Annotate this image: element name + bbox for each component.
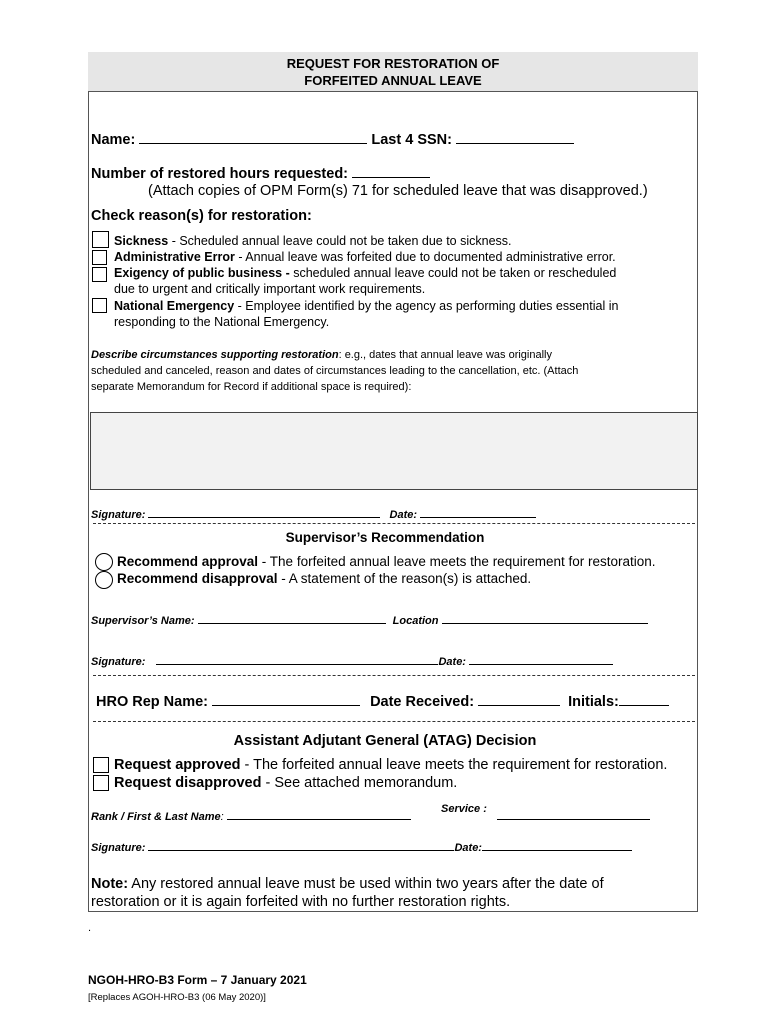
reason-sickness: Sickness - Scheduled annual leave could not be taken due to sickness. bbox=[114, 234, 512, 248]
reason-national-emergency-line2: responding to the National Emergency. bbox=[114, 315, 330, 329]
service-field[interactable] bbox=[497, 807, 650, 820]
attach-note: (Attach copies of OPM Form(s) 71 for scheduled leave that was disapproved.) bbox=[148, 183, 648, 199]
name-label: Name: bbox=[91, 132, 136, 148]
supervisor-title: Supervisor’s Recommendation bbox=[285, 530, 485, 545]
recommend-disapproval: Recommend disapproval - A statement of the reason(s) is attached. bbox=[117, 571, 532, 586]
circumstances-textarea[interactable] bbox=[90, 412, 698, 490]
atag-date-field[interactable] bbox=[482, 838, 632, 851]
employee-signature-field[interactable] bbox=[148, 505, 380, 518]
employee-date-field[interactable] bbox=[420, 505, 536, 518]
describe-line1: Describe circumstances supporting restoration: e.g., dates that annual leave was originally bbox=[91, 349, 552, 361]
employee-signature-row: Signature: Date: bbox=[91, 505, 536, 521]
location-field[interactable] bbox=[442, 611, 648, 624]
replaces-note: [Replaces AGOH-HRO-B3 (06 May 2020)] bbox=[88, 992, 266, 1003]
supervisor-name-field[interactable] bbox=[198, 611, 386, 624]
ssn-field[interactable] bbox=[456, 131, 574, 144]
form-title-line2: FORFEITED ANNUAL LEAVE bbox=[304, 73, 482, 88]
request-disapproved: Request disapproved - See attached memorandum. bbox=[114, 775, 458, 791]
request-approved: Request approved - The forfeited annual leave meets the requirement for restoration. bbox=[114, 757, 668, 773]
admin-error-checkbox[interactable] bbox=[92, 250, 107, 265]
ssn-label: Last 4 SSN: bbox=[371, 132, 452, 148]
request-disapproved-checkbox[interactable] bbox=[93, 775, 109, 791]
check-reasons-label: Check reason(s) for restoration: bbox=[91, 208, 312, 224]
supervisor-name-row: Supervisor’s Name: Location bbox=[91, 611, 648, 627]
footer-dot: . bbox=[88, 922, 92, 934]
service-label: Service : bbox=[441, 803, 487, 815]
date-received-field[interactable] bbox=[478, 693, 560, 706]
supervisor-signature-field[interactable] bbox=[156, 652, 438, 665]
divider bbox=[93, 675, 695, 676]
rank-name-row: Rank / First & Last Name: bbox=[91, 807, 411, 823]
supervisor-signature-row: Signature: Date: bbox=[91, 652, 613, 668]
hro-rep-name-field[interactable] bbox=[212, 693, 360, 706]
name-field[interactable] bbox=[139, 131, 367, 144]
describe-line2: scheduled and canceled, reason and dates of circumstances leading to the cancellation, etc. (Attach bbox=[91, 365, 579, 377]
note-line1: Note: Any restored annual leave must be used within two years after the date of bbox=[91, 876, 604, 892]
atag-signature-row: Signature: Date: bbox=[91, 838, 632, 854]
name-row bbox=[91, 131, 574, 148]
request-approved-checkbox[interactable] bbox=[93, 757, 109, 773]
exigency-checkbox[interactable] bbox=[92, 267, 107, 282]
national-emergency-checkbox[interactable] bbox=[92, 298, 107, 313]
initials-field[interactable] bbox=[619, 693, 669, 706]
recommend-approval: Recommend approval - The forfeited annual leave meets the requirement for restoration. bbox=[117, 554, 656, 569]
divider bbox=[93, 721, 695, 722]
hours-label: Number of restored hours requested: bbox=[91, 166, 349, 182]
reason-national-emergency: National Emergency - Employee identified by the agency as performing duties essential in bbox=[114, 299, 619, 313]
rank-name-field[interactable] bbox=[227, 807, 411, 820]
form-title-line1: REQUEST FOR RESTORATION OF bbox=[286, 56, 500, 71]
describe-line3: separate Memorandum for Record if additional space is required): bbox=[91, 381, 412, 393]
hours-field[interactable] bbox=[352, 165, 430, 178]
atag-title: Assistant Adjutant General (ATAG) Decision bbox=[233, 733, 537, 749]
hro-row: HRO Rep Name: Date Received: Initials: bbox=[96, 693, 669, 710]
reason-admin-error: Administrative Error - Annual leave was forfeited due to documented administrative error. bbox=[114, 250, 616, 264]
atag-signature-field[interactable] bbox=[148, 838, 454, 851]
hours-row bbox=[91, 165, 430, 182]
reason-exigency: Exigency of public business - scheduled annual leave could not be taken or rescheduled bbox=[114, 266, 617, 280]
note-line2: restoration or it is again forfeited with no further restoration rights. bbox=[91, 894, 511, 910]
divider bbox=[93, 523, 695, 524]
form-id: NGOH-HRO-B3 Form – 7 January 2021 bbox=[88, 973, 307, 987]
form-header bbox=[88, 52, 698, 92]
sickness-checkbox[interactable] bbox=[92, 231, 109, 248]
recommend-disapproval-radio[interactable] bbox=[95, 571, 113, 589]
recommend-approval-radio[interactable] bbox=[95, 553, 113, 571]
supervisor-date-field[interactable] bbox=[469, 652, 613, 665]
reason-exigency-line2: due to urgent and critically important work requirements. bbox=[114, 282, 426, 296]
